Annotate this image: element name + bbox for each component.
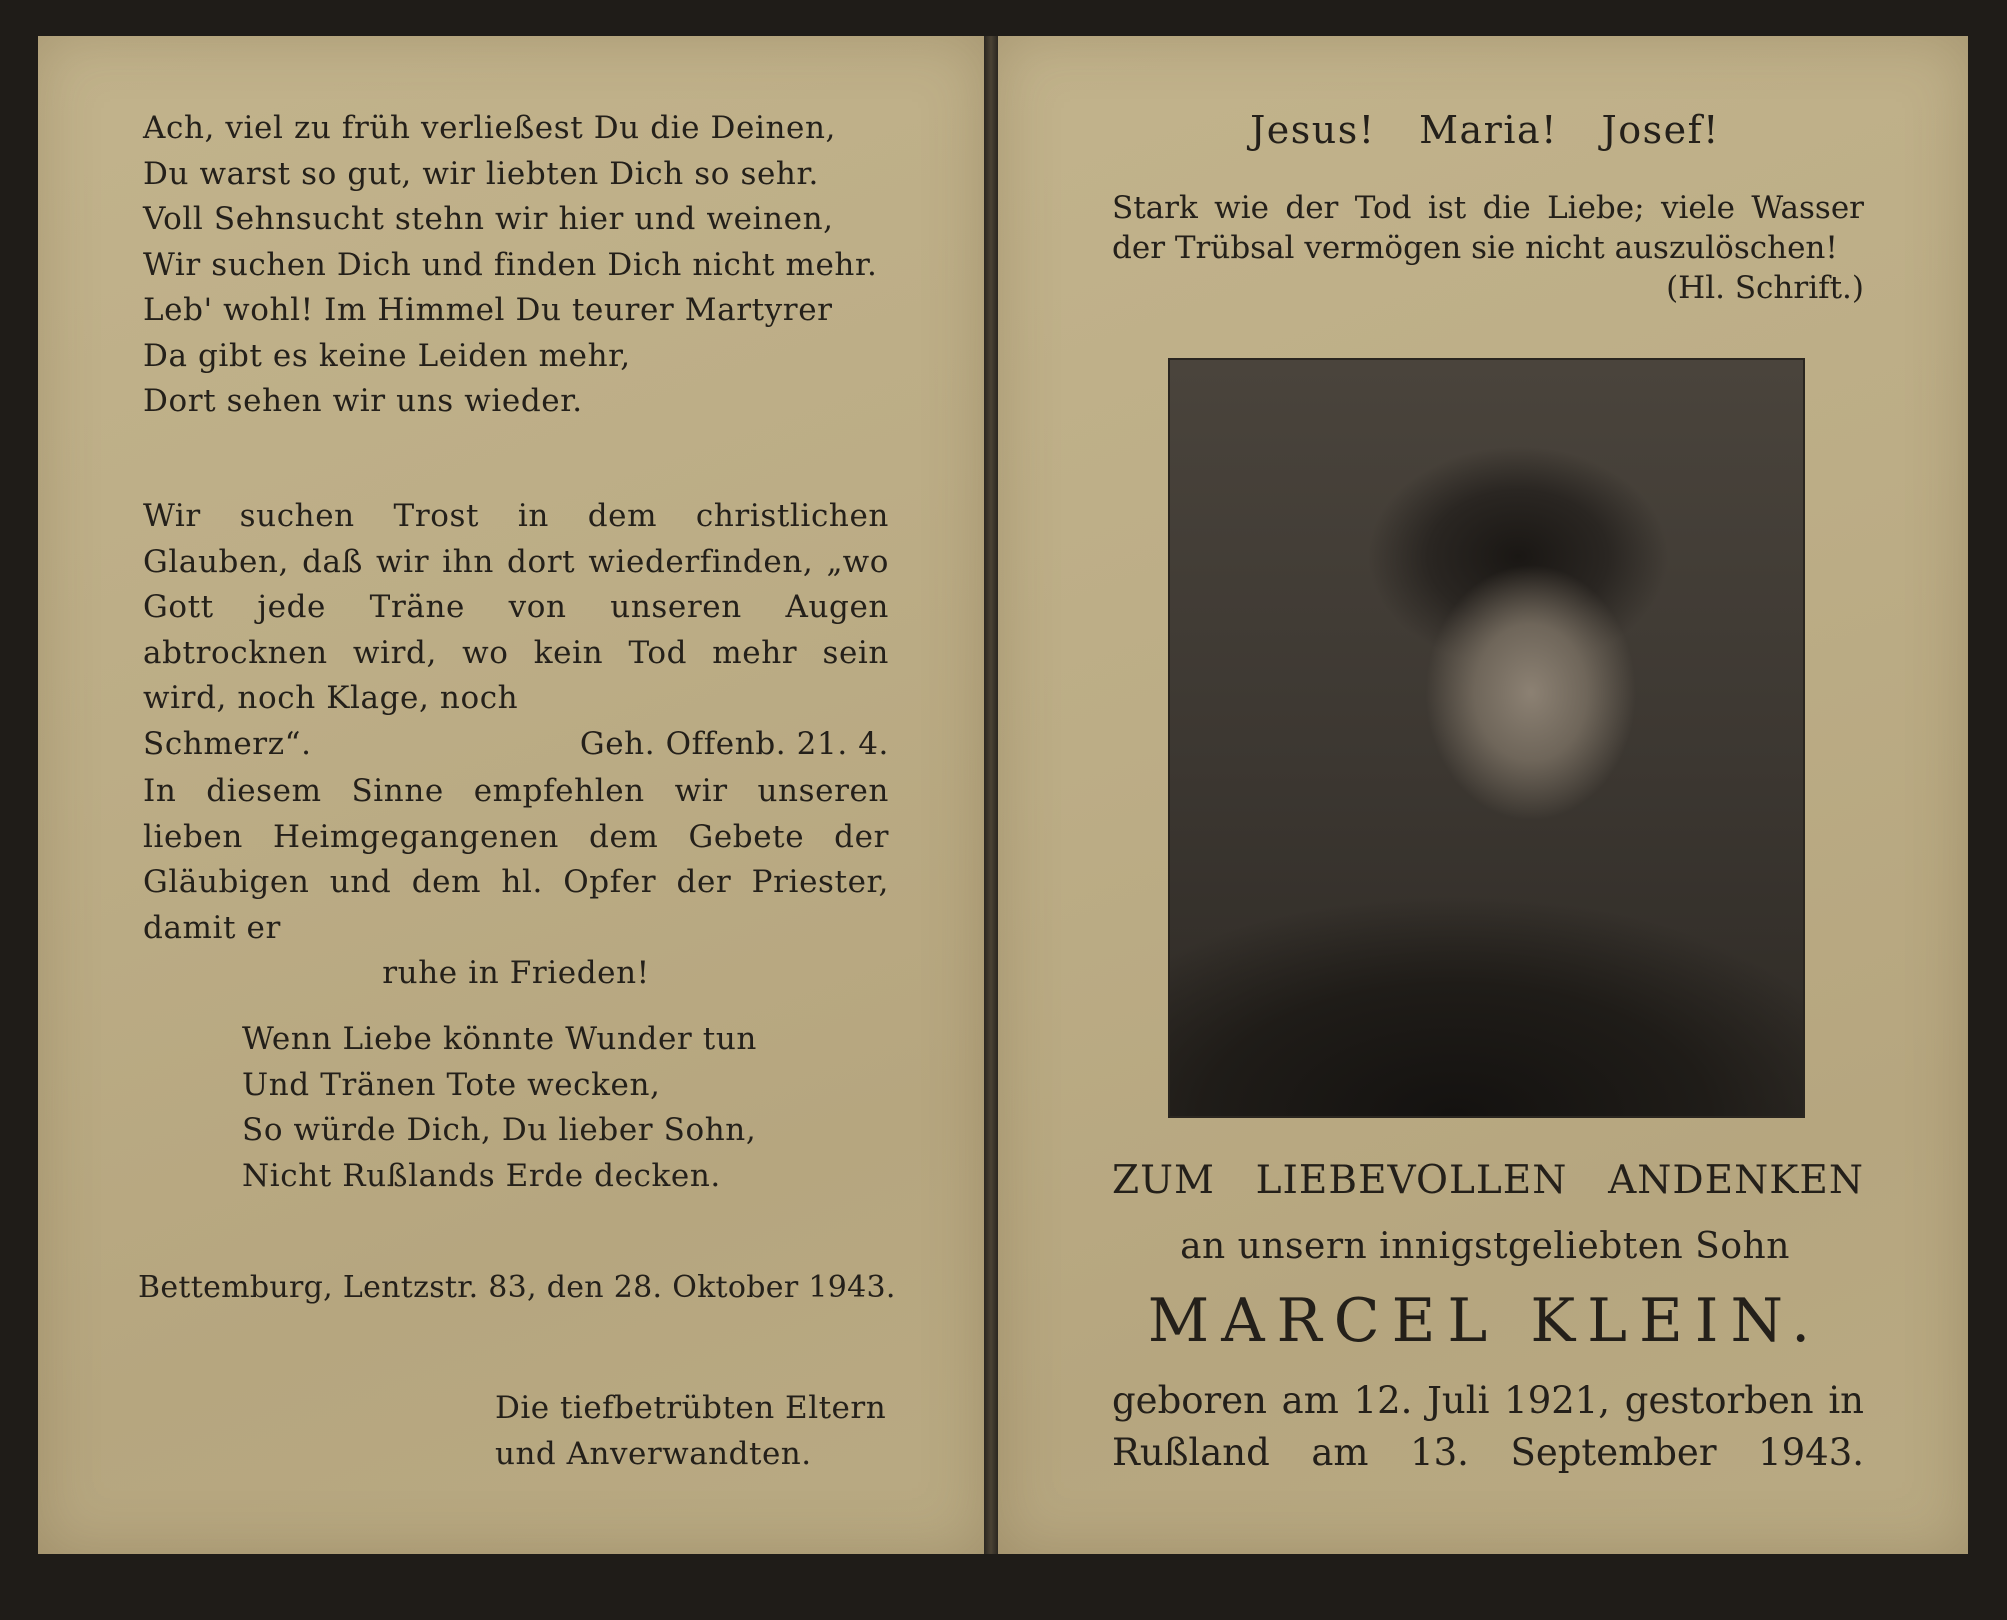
card-fold (984, 36, 998, 1554)
poem-wunder (242, 1017, 757, 1199)
poem-farewell (143, 106, 877, 425)
poem-line: Da gibt es keine Leiden mehr, (143, 337, 631, 374)
poem-line: Nicht Rußlands Erde decken. (242, 1157, 721, 1194)
scripture-quote (1112, 188, 1864, 308)
signature-block (495, 1385, 886, 1477)
invocation: Jesus! Maria! Josef! (1250, 108, 1720, 152)
poem-line: Und Tränen Tote wecken, (242, 1066, 661, 1103)
place-date: Bettemburg, Lentzstr. 83, den 28. Oktober 1943. (138, 1270, 896, 1305)
scripture-text: Stark wie der Tod ist die Liebe; viele Wasser der Trübsal vermögen sie nicht auszulöschen! (1112, 190, 1864, 266)
paragraph-text: In diesem Sinne empfehlen wir unseren lieben Heimgegangenen dem Gebete der Gläubigen und dem hl. Opfer der Priester, damit er (143, 773, 889, 946)
scripture-source: (Hl. Schrift.) (1666, 270, 1864, 306)
paragraph-text: Wir suchen Trost in dem christlichen Glauben, daß wir ihn dort wiederfinden, „wo Gott jede Träne von unseren Augen abtrocknen wird, wo kein Tod mehr sein wird, noch Klage, noch (143, 498, 889, 716)
poem-line: Du warst so gut, wir liebten Dich so sehr. (143, 155, 819, 192)
life-dates: geboren am 12. Juli 1921, gestorben in Rußland am 13. September 1943. (1112, 1379, 1864, 1474)
reference-line (143, 722, 889, 768)
poem-line: Wir suchen Dich und finden Dich nicht mehr. (143, 246, 878, 283)
poem-line: So würde Dich, Du lieber Sohn, (242, 1112, 757, 1148)
signature-line: Die tiefbetrübten Eltern (495, 1390, 887, 1426)
paragraph-closing: ruhe in Frieden! (382, 955, 650, 991)
paragraph-empfehlung (143, 769, 889, 997)
poem-line: Voll Sehnsucht stehn wir hier und weinen, (143, 201, 834, 237)
paragraph-trost (143, 494, 889, 767)
poem-line: Leb' wohl! Im Himmel Du teurer Martyrer (143, 292, 833, 328)
paragraph-last-word: Schmerz“. (143, 725, 312, 762)
poem-line: Dort sehen wir uns wieder. (143, 383, 583, 419)
poem-line: Ach, viel zu früh verließest Du die Deinen, (143, 110, 836, 146)
poem-line: Wenn Liebe könnte Wunder tun (242, 1021, 757, 1057)
memorial-heading: ZUM LIEBEVOLLEN ANDENKEN (1112, 1158, 1864, 1203)
memorial-subheading: an unsern innigstgeliebten Sohn (1180, 1226, 1790, 1267)
deceased-name: MARCEL KLEIN. (1147, 1286, 1823, 1356)
portrait-photo (1170, 360, 1803, 1116)
signature-line: und Anverwandten. (495, 1436, 812, 1472)
bible-reference: Geh. Offenb. 21. 4. (579, 725, 889, 762)
